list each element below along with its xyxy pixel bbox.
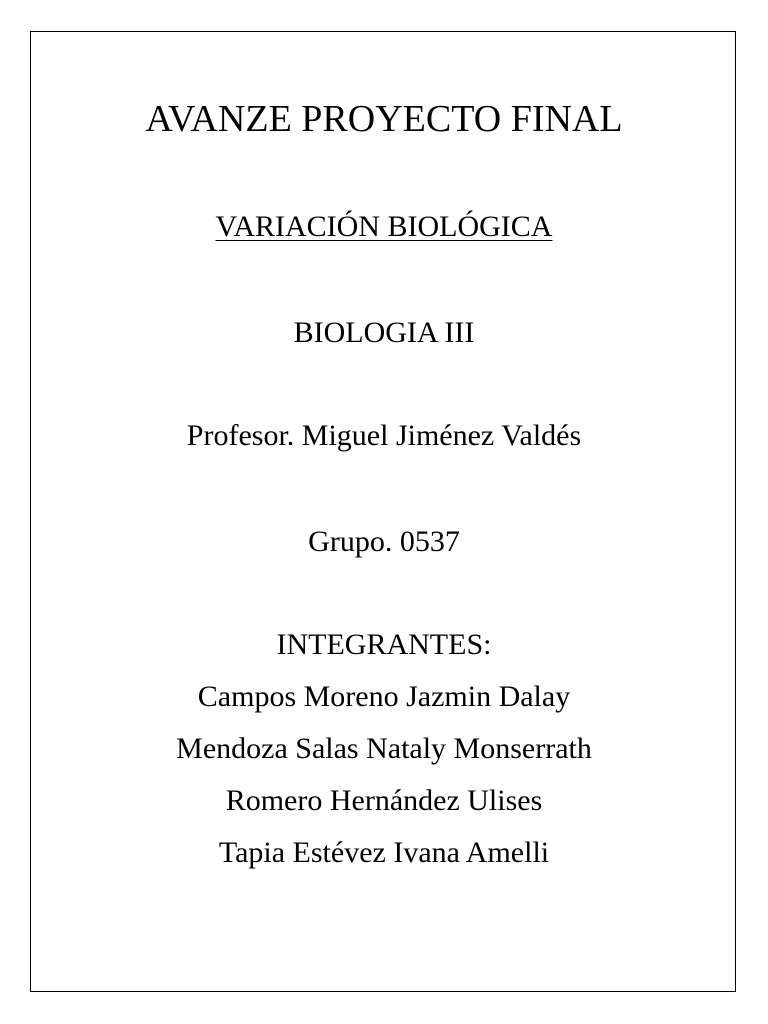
document-title: AVANZE PROYECTO FINAL xyxy=(145,98,623,140)
member-name: Romero Hernández Ulises xyxy=(225,784,543,817)
course-name: BIOLOGIA III xyxy=(293,316,475,349)
member-name: Mendoza Salas Nataly Monserrath xyxy=(176,732,592,765)
group-number: Grupo. 0537 xyxy=(308,525,460,558)
document-subtitle: VARIACIÓN BIOLÓGICA xyxy=(215,210,553,243)
members-heading: INTEGRANTES: xyxy=(276,628,492,661)
member-name: Campos Moreno Jazmin Dalay xyxy=(197,680,571,713)
teacher-name: Profesor. Miguel Jiménez Valdés xyxy=(186,419,582,452)
member-name: Tapia Estévez Ivana Amelli xyxy=(218,836,550,869)
